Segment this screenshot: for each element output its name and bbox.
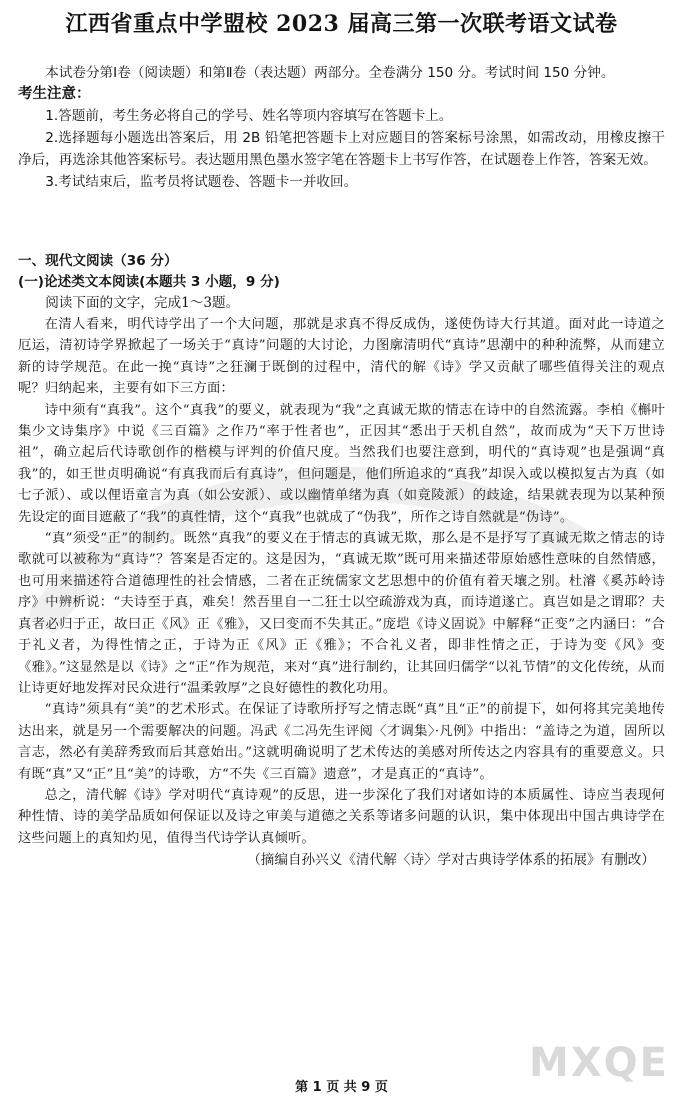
exam-title: 江西省重点中学盟校 2023 届高三第一次联考语文试卷: [65, 11, 618, 37]
notice-item: 3.考试结束后，监考员将试题卷、答题卡一并收回。: [45, 174, 358, 190]
notice-heading: 考生注意：: [18, 86, 91, 102]
article-paragraph: 在清人看来，明代诗学出了一个大问题，那就是求真不得反成伪，遂使伪诗大行其道。面对此一诗道之厄运，清初诗学界掀起了一场关于“真诗”问题的大讨论，力图廓清明代“真诗”思潮中的种种流弊，从而建立新的诗学规范。在此一挽“真诗”之狂澜于既倒的过程中，清代的解《诗》学又贡献了哪些值得关注的观点呢？归纳起来，主要有如下三方面：: [18, 317, 665, 397]
section-heading: 一、现代文阅读（36 分）: [18, 253, 178, 269]
article-paragraph: “真”须受“正”的制约。既然“真我”的要义在于情志的真诚无欺，那么是不是抒写了真诚无欺之情志的诗歌就可以被称为“真诗”？答案是否定的。这是因为，“真诚无欺”既可用来描述带原始感性意味的自然情感，也可用来描述符合道德理性的社会情感，二者在正统儒家文艺思想中的价值有着天壤之别。杜濬《奚苏岭诗序》中辨析说：“夫诗至于真，难矣！然吾里自一二狂士以空疏游戏为真，而诗道遂亡。真岂如是之谓耶？夫真者必归于正，故曰正《风》正《雅》，又曰变而不失其正。”庞垲《诗义固说》中解释“正变”之内涵曰：“合于礼义者，为得性情之正，于诗为正《风》正《雅》；不合礼义者，即非性情之正，于诗为变《风》变《雅》。”这显然是以《诗》之“正”作为规范，来对“真”进行制约，让其回归儒学“以礼节情”的文化传统，从而让诗更好地发挥对民众进行“温柔敦厚”之良好德性的教化功用。: [18, 531, 665, 696]
article-paragraph: “真诗”须具有“美”的艺术形式。在保证了诗歌所抒写之情志既“真”且“正”的前提下，如何将其完美地传达出来，就是另一个需要解决的问题。冯武《二冯先生评阅〈才调集〉·凡例》中指出：“盖诗之为道，固所以言志，然必有美辞秀致而后其意始出。”这就明确说明了艺术传达的美感对所传达之内容具有的重要意义。只有既“真”又“正”且“美”的诗歌，方“不失《三百篇》遗意”，才是真正的“真诗”。: [18, 702, 665, 782]
article-paragraph: 总之，清代解《诗》学对明代“真诗观”的反思，进一步深化了我们对诸如诗的本质属性、诗应当表现何种性情、诗的美学品质如何保证以及诗之审美与道德之关系等诸多问题的认识，集中体现出中国古典诗学在这些问题上的真知灼见，值得当代诗学认真倾听。: [18, 787, 665, 846]
reading-section: [18, 251, 665, 871]
notice-item: 2.选择题每小题选出答案后，用 2B 铅笔把答题卡上对应题目的答案标号涂黑，如需改动，用橡皮擦干净后，再选涂其他答案标号。表达题用黑色墨水签字笔在答题卡上书写作答，在试题卷上作答，答案无效。: [18, 130, 665, 168]
spacer: [18, 193, 665, 251]
page-footer: 第 1 页 共 9 页: [295, 1080, 388, 1095]
subsection-heading: (一)论述类文本阅读(本题共 3 小题，9 分): [18, 274, 280, 290]
watermark-logo: MXQE: [529, 1040, 669, 1086]
notice-item: 1.答题前，考生务必将自己的学号、姓名等项内容填写在答题卡上。: [45, 108, 453, 124]
reading-instruction: 阅读下面的文字，完成1～3题。: [45, 295, 240, 311]
article-paragraph: 诗中须有“真我”。这个“真我”的要义，就表现为“我”之真诚无欺的情志在诗中的自然流露。李柏《槲叶集少文诗集序》中说《三百篇》之作乃“率于性者也”，正因其“悉出于天机自然”，故而成为“天下万世诗祖”，确立起后代诗歌创作的楷模与评判的价值尺度。当然我们也要注意到，明代的“真诗观”也是强调“真我”的，如王世贞明确说“有真我而后有真诗”，但问题是，他们所追求的“真我”却误入或以模拟复古为真（如七子派）、或以俚语童言为真（如公安派）、或以幽情单绪为真（如竟陵派）的歧途，结果就表现为以某种预先设定的面目遮蔽了“我”的真性情，这个“真我”也就成了“伪我”，所作之诗自然就是“伪诗”。: [18, 402, 665, 525]
exam-intro: 本试卷分第Ⅰ卷（阅读题）和第Ⅱ卷（表达题）两部分。全卷满分 150 分。考试时间 150 分钟。: [45, 65, 615, 81]
candidate-notice: [18, 84, 665, 193]
article-source: （摘编自孙兴义《清代解〈诗〉学对古典诗学体系的拓展》有删改）: [247, 852, 655, 869]
